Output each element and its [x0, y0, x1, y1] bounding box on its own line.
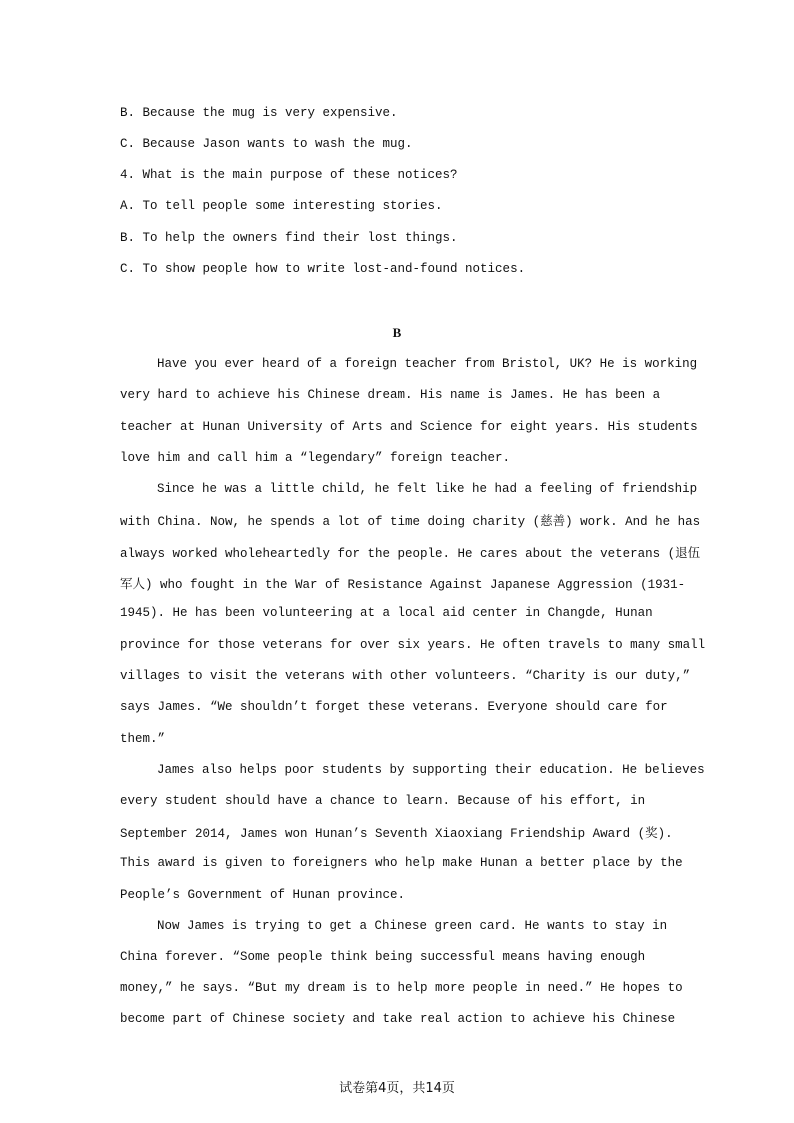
- passage-line: Have you ever heard of a foreign teacher from Bristol, UK? He is working: [157, 357, 698, 371]
- passage-line: People’s Government of Hunan province.: [120, 888, 406, 902]
- passage-line: with China. Now, he spends a lot of time doing charity (慈善) work. And he has: [120, 515, 701, 529]
- passage-line: September 2014, James won Hunan’s Seventh Xiaoxiang Friendship Award (奖).: [120, 827, 673, 841]
- option-b-q4: B. To help the owners find their lost things.: [120, 231, 458, 245]
- passage-line: them.”: [120, 732, 166, 746]
- passage-line: This award is given to foreigners who help make Hunan a better place by the: [120, 856, 683, 870]
- passage-line: China forever. “Some people think being successful means having enough: [120, 950, 646, 964]
- passage-line: very hard to achieve his Chinese dream. His name is James. He has been a: [120, 388, 661, 402]
- option-c-q3: C. Because Jason wants to wash the mug.: [120, 137, 413, 151]
- passage-line: become part of Chinese society and take real action to achieve his Chinese: [120, 1012, 676, 1026]
- option-b-q3: B. Because the mug is very expensive.: [120, 106, 398, 120]
- passage-line: Since he was a little child, he felt like he had a feeling of friendship: [157, 482, 698, 496]
- passage-line: Now James is trying to get a Chinese green card. He wants to stay in: [157, 919, 668, 933]
- passage-line: money,” he says. “But my dream is to help more people in need.” He hopes to: [120, 981, 683, 995]
- passage-line: teacher at Hunan University of Arts and Science for eight years. His students: [120, 420, 698, 434]
- passage-line: love him and call him a “legendary” foreign teacher.: [120, 451, 511, 465]
- passage-line: province for those veterans for over six years. He often travels to many small: [120, 638, 706, 652]
- passage-line: always worked wholeheartedly for the people. He cares about the veterans (退伍: [120, 547, 701, 561]
- passage-line: says James. “We shouldn’t forget these veterans. Everyone should care for: [120, 700, 668, 714]
- passage-line: James also helps poor students by supporting their education. He believes: [157, 763, 705, 777]
- option-a-q4: A. To tell people some interesting stories.: [120, 199, 443, 213]
- passage-line: 1945). He has been volunteering at a local aid center in Changde, Hunan: [120, 606, 653, 620]
- section-heading: B: [392, 325, 402, 340]
- passage-line: 军人) who fought in the War of Resistance Against Japanese Aggression (1931-: [120, 578, 686, 592]
- question-4-stem: 4. What is the main purpose of these notices?: [120, 168, 458, 182]
- option-c-q4: C. To show people how to write lost-and-found notices.: [120, 262, 526, 276]
- passage-line: every student should have a chance to learn. Because of his effort, in: [120, 794, 646, 808]
- page-footer: 试卷第4页，共14页: [339, 1081, 455, 1096]
- passage-line: villages to visit the veterans with other volunteers. “Charity is our duty,”: [120, 669, 691, 683]
